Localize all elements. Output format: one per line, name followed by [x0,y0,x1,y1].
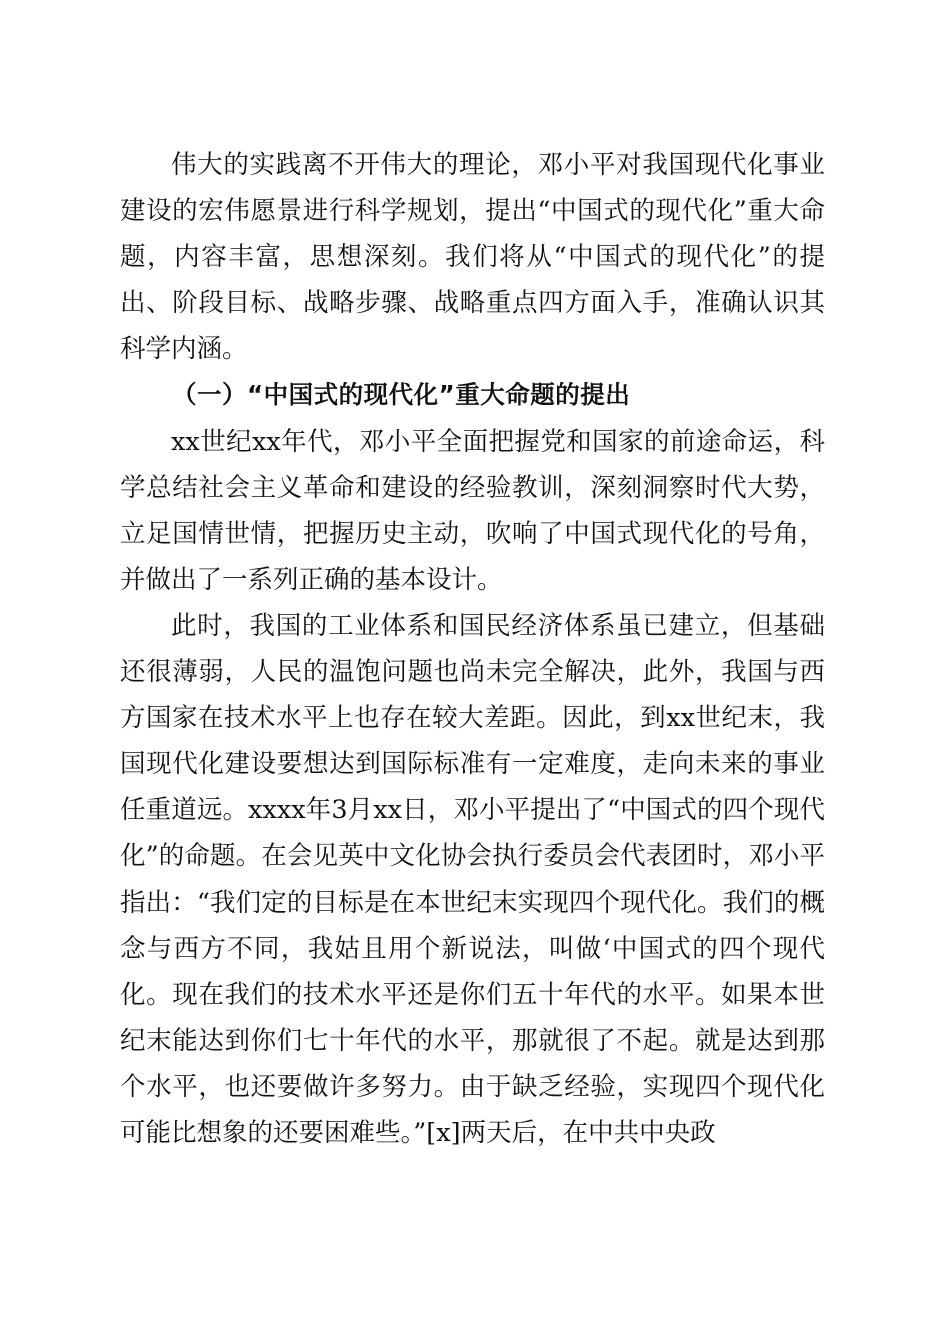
paragraph-intro: 伟大的实践离不开伟大的理论，邓小平对我国现代化事业建设的宏伟愿景进行科学规划，提出“中国式的现代化”重大命题，内容丰富，思想深刻。我们将从“中国式的现代化”的提出、阶段目标、战略步骤、战略重点四方面入手，准确认识其科学内涵。 [120,150,825,365]
paragraph-proposal: 此时，我国的工业体系和国民经济体系虽已建立，但基础还很薄弱，人民的温饱问题也尚未完全解决，此外，我国与西方国家在技术水平上也存在较大差距。因此，到xx世纪末，我国现代化建设要想达到国际标准有一定难度，走向未来的事业任重道远。xxxx年3月xx日，邓小平提出了“中国式的四个现代化”的命题。在会见英中文化协会执行委员会代表团时，邓小平指出：“我们定的目标是在本世纪末实现四个现代化。我们的概念与西方不同，我姑且用个新说法，叫做‘中国式的四个现代化。现在我们的技术水平还是你们五十年代的水平。如果本世纪末能达到你们七十年代的水平，那就很了不起。就是达到那个水平，也还要做许多努力。由于缺乏经验，实现四个现代化可能比想象的还要困难些。”[x]两天后，在中共中央政 [120,610,825,1148]
section-heading: （一）“中国式的现代化”重大命题的提出 [172,380,631,410]
document-body [120,142,825,1156]
paragraph-background: xx世纪xx年代，邓小平全面把握党和国家的前途命运，科学总结社会主义革命和建设的经验教训，深刻洞察时代大势，立足国情世情，把握历史主动，吹响了中国式现代化的号角，并做出了一系列正确的基本设计。 [120,426,825,595]
